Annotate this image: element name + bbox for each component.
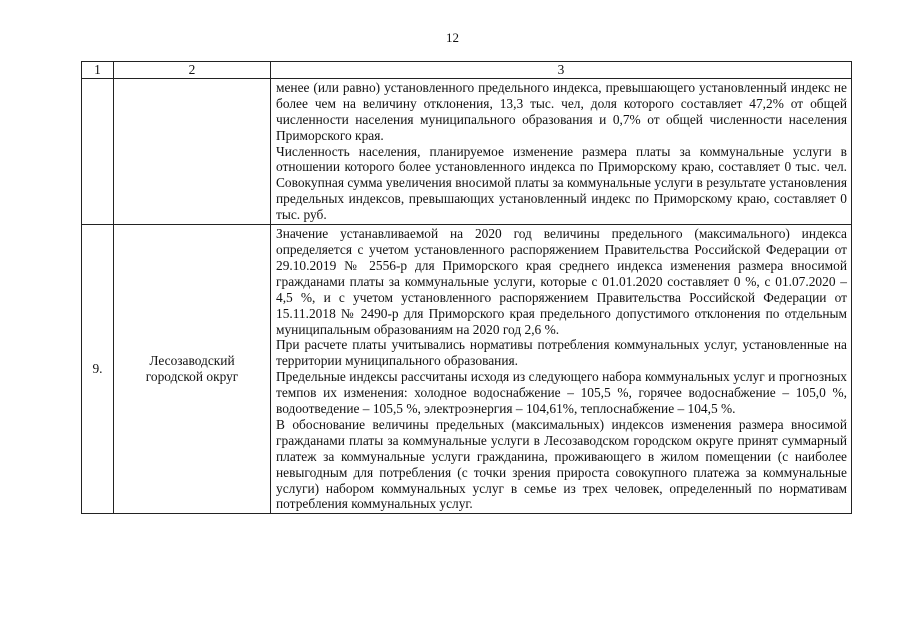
municipality-cell — [114, 78, 271, 224]
table-row-continuation — [82, 78, 852, 224]
municipality-cell — [114, 225, 271, 514]
paragraph: Численность населения, планируемое изменение размера платы за коммунальные услуги в отношении которого более установленного индекса по Приморскому краю, составляет 0 тыс. чел. Совокупная сумма увеличения вносимой платы за коммунальные услуги в результате установления предельных индексов, превышающих установленный индекс по Приморскому краю, составляет 0 тыс. руб. — [276, 143, 847, 223]
row-number-cell: 9. — [82, 225, 114, 514]
paragraph: менее (или равно) установленного предельного индекса, превышающего установленный индекс не более чем на величину отклонения, 13,3 тыс. чел, доля которого составляет 47,2% от общей численности населения муниципального образования и 0,7% от общей численности населения Приморского края. — [276, 79, 847, 143]
description-cell — [271, 78, 852, 224]
paragraph: Предельные индексы рассчитаны исходя из следующего набора коммунальных услуг и прогнозных темпов их изменения: холодное водоснабжение – 105,5 %, горячее водоснабжение – 105,0 %, водоотведение – 105,5 %, электроэнергия – 104,61%, теплоснабжение – 104,5 %. — [276, 369, 847, 417]
row-number-cell — [82, 78, 114, 224]
table-header-row — [82, 62, 852, 79]
table-row-9 — [82, 225, 852, 514]
municipality-name-line2: городской округ — [145, 369, 239, 385]
page-number: 12 — [446, 30, 459, 45]
column-header-1: 1 — [82, 62, 114, 79]
column-header-3: 3 — [271, 62, 852, 79]
paragraph: Значение устанавливаемой на 2020 год величины предельного (максимального) индекса определяется с учетом установленного распоряжением Правительства Российской Федерации от 29.10.2019 № 2556-р для Приморского края среднего индекса изменения размера вносимой гражданами платы за коммунальные услуги, которые с 01.01.2020 составляет 0 %, с 01.07.2020 – 4,5 %, и с учетом установленного распоряжением Правительства Российской Федерации от 15.11.2018 № 2490-р для Приморского края предельного допустимого отклонения по отдельным муниципальным образованиям на 2020 год 2,6 %. — [276, 226, 847, 337]
paragraph: При расчете платы учитывались нормативы потребления коммунальных услуг, установленные на территории муниципального образования. — [276, 337, 847, 369]
description-cell — [271, 225, 852, 514]
paragraph: В обоснование величины предельных (максимальных) индексов изменения размера вносимой гражданами платы за коммунальные услуги в Лесозаводском городском округе принят суммарный платеж за коммунальные услуги гражданина, проживающего в жилом помещении (с наиболее невыгодным для потребления (с точки зрения прироста совокупного платежа за коммунальные услуги) набором коммунальных услуг в семье из трех человек, определенный по нормативам потребления коммунальных услуг. — [276, 416, 847, 512]
document-table — [81, 61, 852, 514]
municipality-name-line1: Лесозаводский — [149, 353, 235, 369]
column-header-2: 2 — [114, 62, 271, 79]
